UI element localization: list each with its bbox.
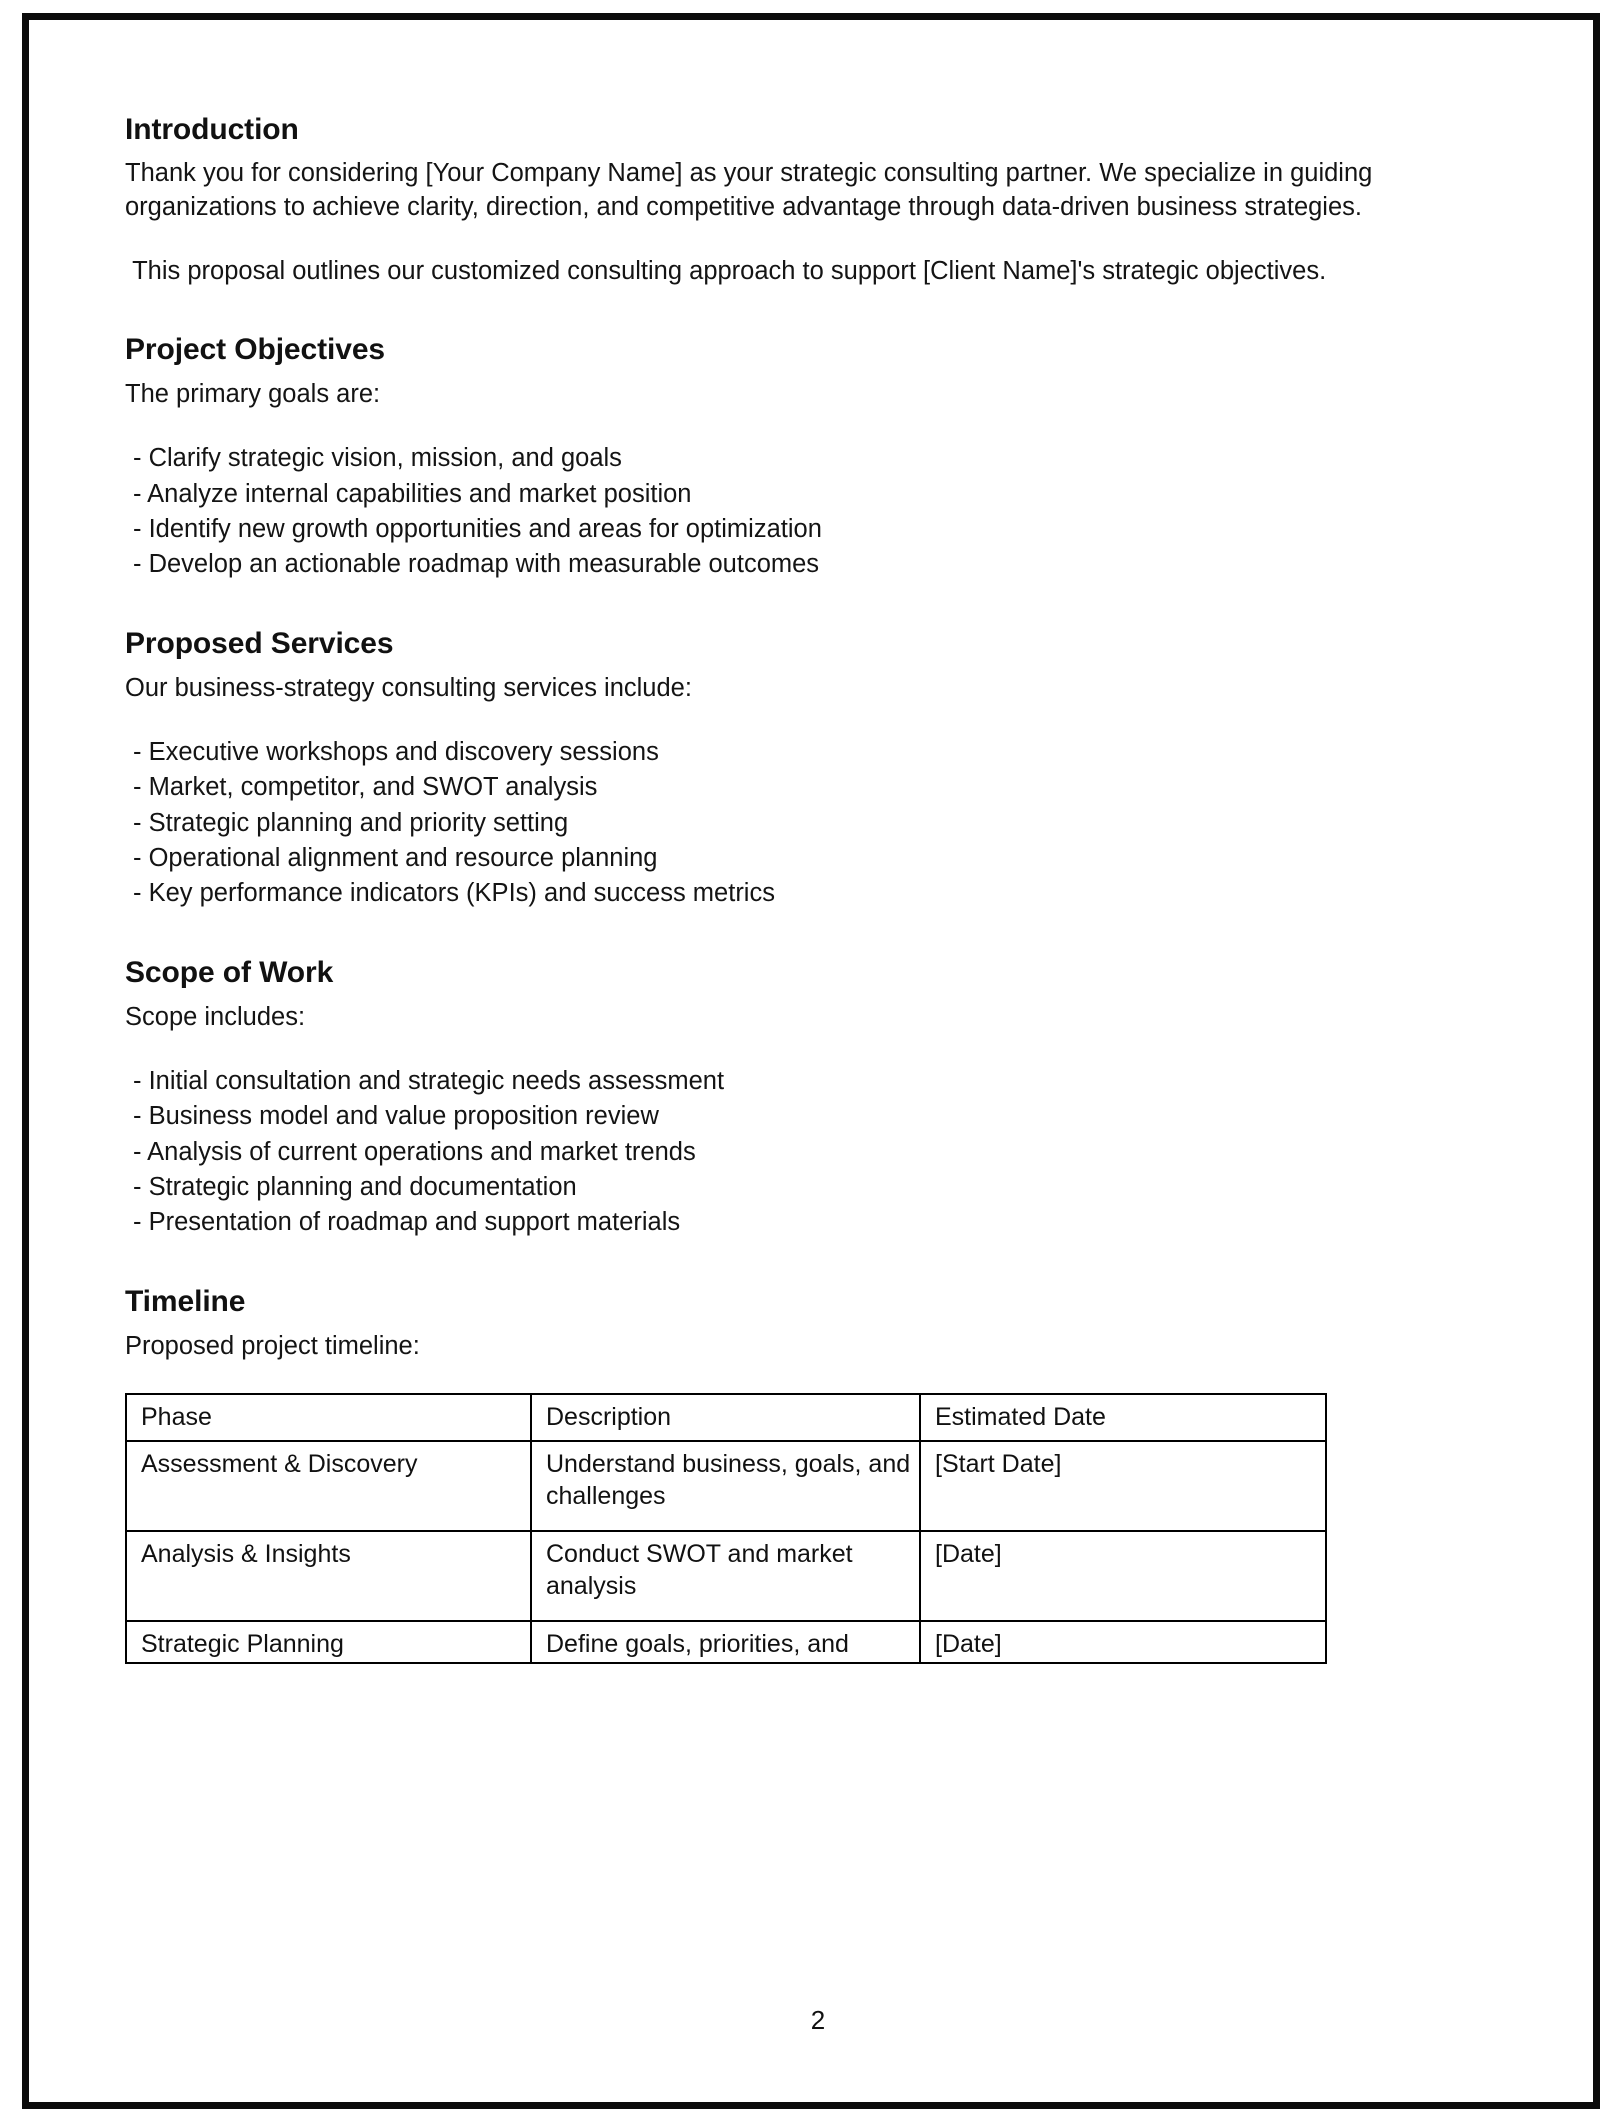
page-number: 2 (810, 2005, 826, 2035)
column-header-description: Description (531, 1394, 920, 1441)
cell-estimated-date: [Date] (920, 1621, 1326, 1664)
list-item: - Develop an actionable roadmap with measurable outcomes (133, 549, 820, 578)
heading-proposed-services: Proposed Services (125, 627, 394, 661)
column-header-estimated-date: Estimated Date (920, 1394, 1326, 1441)
list-item: - Operational alignment and resource planning (133, 843, 658, 872)
timeline-table (125, 1393, 1327, 1664)
proposed-services-list (125, 735, 1425, 911)
cell-estimated-date: [Date] (920, 1531, 1326, 1621)
cell-description: Understand business, goals, and challenges (531, 1441, 920, 1531)
scope-of-work-intro: Scope includes: (125, 1002, 306, 1031)
list-item: - Market, competitor, and SWOT analysis (133, 773, 598, 802)
project-objectives-intro: The primary goals are: (125, 379, 381, 408)
table-row (126, 1441, 1326, 1531)
list-item: - Initial consultation and strategic needs assessment (133, 1067, 725, 1096)
table-header-row (126, 1394, 1326, 1441)
scope-of-work-list (125, 1064, 1425, 1240)
heading-introduction: Introduction (125, 113, 299, 146)
introduction-paragraph-2: This proposal outlines our customized consulting approach to support [Client Name]'s strategic objectives. (125, 256, 1327, 285)
cell-description: Define goals, priorities, and (531, 1621, 920, 1664)
list-item: - Analyze internal capabilities and market position (133, 479, 692, 508)
heading-scope-of-work: Scope of Work (125, 956, 334, 990)
list-item: - Strategic planning and priority setting (133, 808, 569, 837)
table-row (126, 1531, 1326, 1621)
project-objectives-list (125, 441, 1425, 582)
cell-estimated-date: [Start Date] (920, 1441, 1326, 1531)
cell-description: Conduct SWOT and market analysis (531, 1531, 920, 1621)
list-item: - Strategic planning and documentation (133, 1172, 577, 1201)
list-item: - Key performance indicators (KPIs) and success metrics (133, 878, 775, 907)
document-body (125, 112, 1425, 1664)
cell-phase: Strategic Planning (126, 1621, 531, 1664)
list-item: - Analysis of current operations and market trends (133, 1137, 696, 1166)
timeline-intro: Proposed project timeline: (125, 1331, 420, 1360)
list-item: - Business model and value proposition review (133, 1102, 659, 1131)
cell-phase: Assessment & Discovery (126, 1441, 531, 1531)
list-item: - Executive workshops and discovery sessions (133, 738, 659, 767)
table-row (126, 1621, 1326, 1664)
cell-phase: Analysis & Insights (126, 1531, 531, 1621)
list-item: - Clarify strategic vision, mission, and goals (133, 444, 622, 473)
list-item: - Presentation of roadmap and support materials (133, 1207, 681, 1236)
list-item: - Identify new growth opportunities and areas for optimization (133, 514, 822, 543)
column-header-phase: Phase (126, 1394, 531, 1441)
heading-project-objectives: Project Objectives (125, 333, 385, 367)
proposed-services-intro: Our business-strategy consulting services include: (125, 673, 692, 702)
introduction-paragraph-1: Thank you for considering [Your Company Name] as your strategic consulting partner. We specialize in guiding organizations to achieve clarity, direction, and competitive advantage through data-driven business strategies. (125, 159, 1380, 222)
document-page (22, 13, 1600, 2109)
heading-timeline: Timeline (125, 1285, 246, 1319)
